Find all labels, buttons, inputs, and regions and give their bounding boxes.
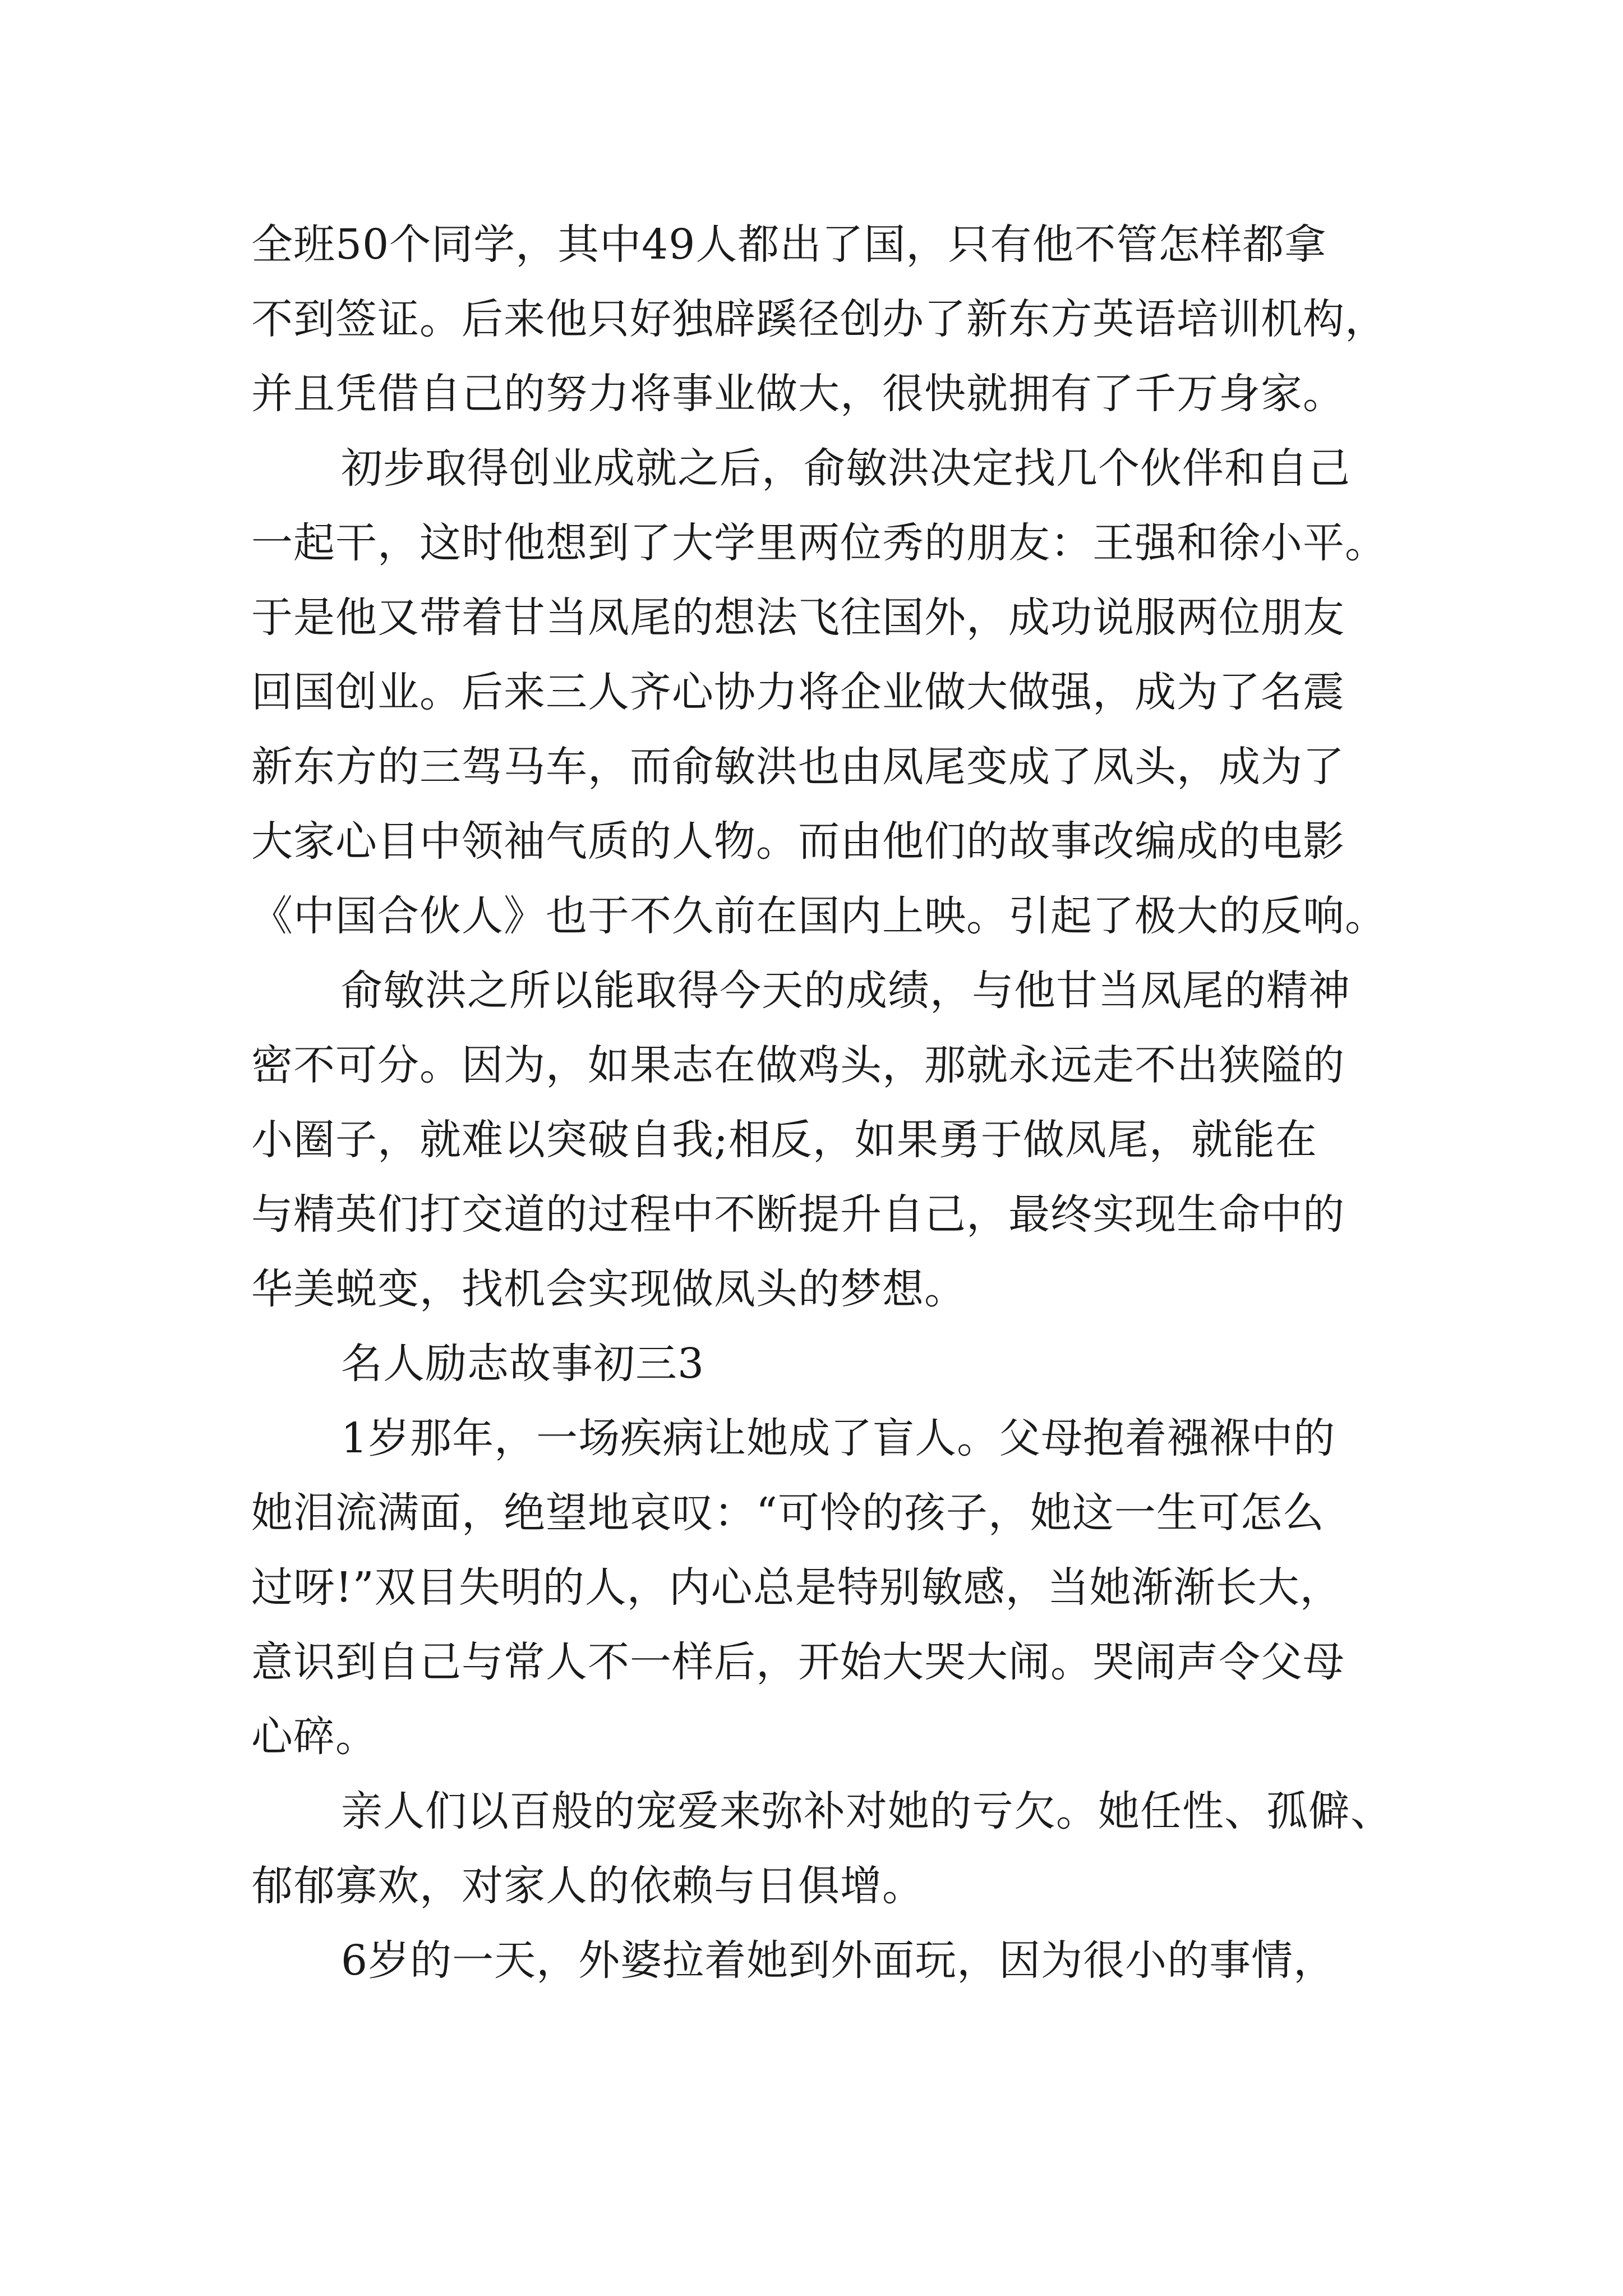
document-page	[251, 208, 1445, 1998]
paragraph-start-line: 1岁那年，一场疾病让她成了盲人。父母抱着襁褓中的	[341, 1414, 1336, 1462]
paragraph-start-line: 6岁的一天，外婆拉着她到外面玩，因为很小的事情，	[341, 1936, 1336, 1985]
text-line: 密不可分。因为，如果志在做鸡头，那就永远走不出狭隘的	[251, 1041, 1345, 1089]
paragraph-start-line: 俞敏洪之所以能取得今天的成绩，与他甘当凤尾的精神	[341, 967, 1350, 1015]
text-line: 心碎。	[251, 1713, 377, 1761]
section-heading: 名人励志故事初三3	[341, 1340, 705, 1388]
text-line: 《中国合伙人》也于不久前在国内上映。引起了极大的反响。	[251, 892, 1387, 940]
text-line: 不到签证。后来他只好独辟蹊径创办了新东方英语培训机构，	[251, 295, 1387, 343]
text-line: 回国创业。后来三人齐心协力将企业做大做强，成为了名震	[251, 668, 1345, 716]
text-line: 郁郁寡欢，对家人的依赖与日俱增。	[251, 1862, 924, 1910]
paragraph-start-line: 亲人们以百般的宠爱来弥补对她的亏欠。她任性、孤僻、	[341, 1787, 1393, 1835]
text-line: 与精英们打交道的过程中不断提升自己，最终实现生命中的	[251, 1190, 1345, 1239]
text-line: 小圈子，就难以突破自我;相反，如果勇于做凤尾，就能在	[251, 1116, 1317, 1164]
text-line: 一起干，这时他想到了大学里两位秀的朋友：王强和徐小平。	[251, 519, 1387, 567]
text-line: 新东方的三驾马车，而俞敏洪也由凤尾变成了凤头，成为了	[251, 743, 1345, 791]
text-line: 大家心目中领袖气质的人物。而由他们的故事改编成的电影	[251, 817, 1345, 866]
text-line: 并且凭借自己的努力将事业做大，很快就拥有了千万身家。	[251, 370, 1345, 418]
text-line: 华美蜕变，找机会实现做凤头的梦想。	[251, 1265, 966, 1313]
text-line: 她泪流满面，绝望地哀叹：“可怜的孩子，她这一生可怎么	[251, 1489, 1325, 1537]
text-line: 于是他又带着甘当凤尾的想法飞往国外，成功说服两位朋友	[251, 593, 1345, 642]
text-line: 过呀!”双目失明的人，内心总是特别敏感，当她渐渐长大，	[251, 1563, 1342, 1612]
text-line: 全班50个同学，其中49人都出了国，只有他不管怎样都拿	[251, 220, 1327, 269]
text-line: 意识到自己与常人不一样后，开始大哭大闹。哭闹声令父母	[251, 1638, 1345, 1686]
paragraph-start-line: 初步取得创业成就之后，俞敏洪决定找几个伙伴和自己	[341, 444, 1350, 493]
